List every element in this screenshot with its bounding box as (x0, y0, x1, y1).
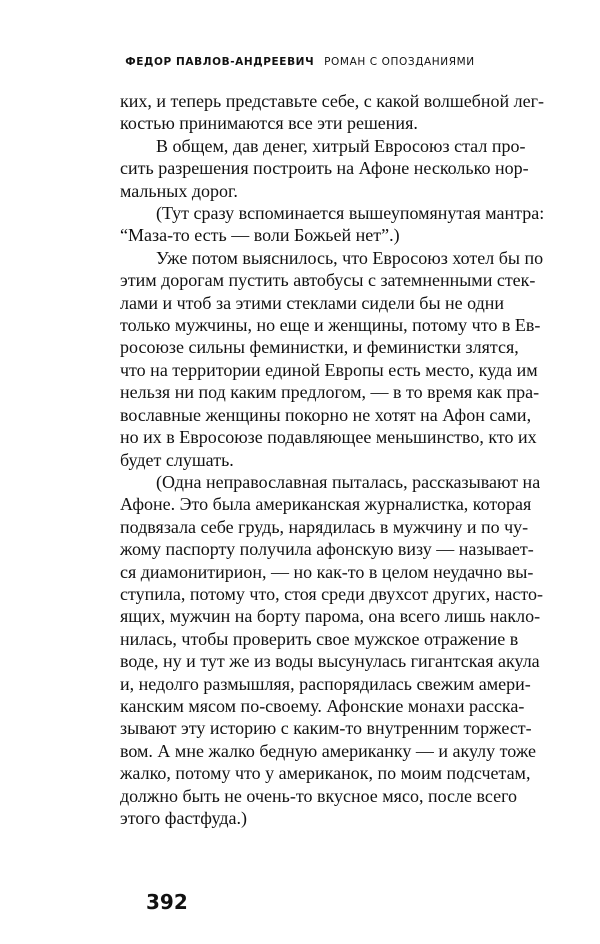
text-line: ящих, мужчин на борту парома, она всего лишь накло- (120, 606, 541, 627)
running-head (0, 56, 600, 68)
text-line: должно быть не очень-то вкусное мясо, после всего (120, 785, 518, 806)
text-line: только мужчины, но еще и женщины, потому что в Ев- (120, 315, 541, 336)
text-line: что на территории единой Европы есть место, куда им (120, 359, 538, 380)
running-head-author: ФЕДОР ПАВЛОВ-АНДРЕЕВИЧ (125, 56, 315, 68)
text-line: мальных дорог. (120, 180, 238, 201)
text-line: и, недолго размышляя, распорядилась свежим амери- (120, 673, 531, 694)
text-line: вославные женщины покорно не хотят на Афон сами, (120, 404, 532, 425)
text-line: Уже потом выяснилось, что Евросоюз хотел бы по (156, 247, 544, 268)
text-line: (Тут сразу вспоминается вышеупомянутая мантра: (156, 203, 545, 224)
body-text (120, 90, 545, 829)
text-line: этого фастфуда.) (120, 808, 248, 828)
text-line: вом. А мне жалко бедную американку — и акулу тоже (120, 740, 537, 761)
text-line: нельзя ни под каким предлогом, — в то время как пра- (120, 382, 540, 403)
text-line: подвязала себе грудь, нарядилась в мужчину и по чу- (120, 516, 529, 537)
text-line: костью принимаются все эти решения. (120, 113, 418, 134)
text-line: росоюзе сильны феминистки, и феминистки злятся, (120, 337, 519, 358)
text-line: воде, ну и тут же из воды высунулась гигантская акула (120, 651, 540, 672)
text-line: ких, и теперь представьте себе, с какой волшебной лег- (120, 91, 544, 111)
page-number: 392 (146, 890, 188, 914)
text-line: “Маза-то есть — воли Божьей нет”.) (120, 225, 400, 246)
text-line: жому паспорту получила афонскую визу — называет- (120, 539, 534, 560)
text-line: канским мясом по-своему. Афонские монахи расска- (120, 695, 525, 716)
text-line: ступила, потому что, стоя среди двухсот других, насто- (120, 583, 544, 604)
running-head-book-title: РОМАН С ОПОЗДАНИЯМИ (324, 56, 475, 68)
text-line: будет слушать. (120, 449, 234, 470)
text-line: сить разрешения построить на Афоне несколько нор- (120, 158, 529, 179)
text-line: этим дорогам пустить автобусы с затемненными стек- (120, 270, 536, 291)
text-line: жалко, потому что у американок, по моим подсчетам, (120, 763, 531, 784)
text-line: но их в Евросоюзе подавляющее меньшинство, кто их (120, 427, 537, 448)
text-line: зывают эту историю с каким-то внутренним торжест- (120, 718, 532, 739)
text-line: Афоне. Это была американская журналистка, которая (120, 494, 532, 515)
text-line: лами и чтоб за этими стеклами сидели бы не одни (120, 292, 505, 313)
text-line: ся диамонитирион, — но как-то в целом неудачно вы- (120, 561, 534, 582)
text-line: нилась, чтобы проверить свое мужское отражение в (120, 628, 519, 649)
text-line: (Одна неправославная пыталась, рассказывают на (156, 471, 541, 492)
text-line: В общем, дав денег, хитрый Евросоюз стал про- (156, 135, 526, 156)
